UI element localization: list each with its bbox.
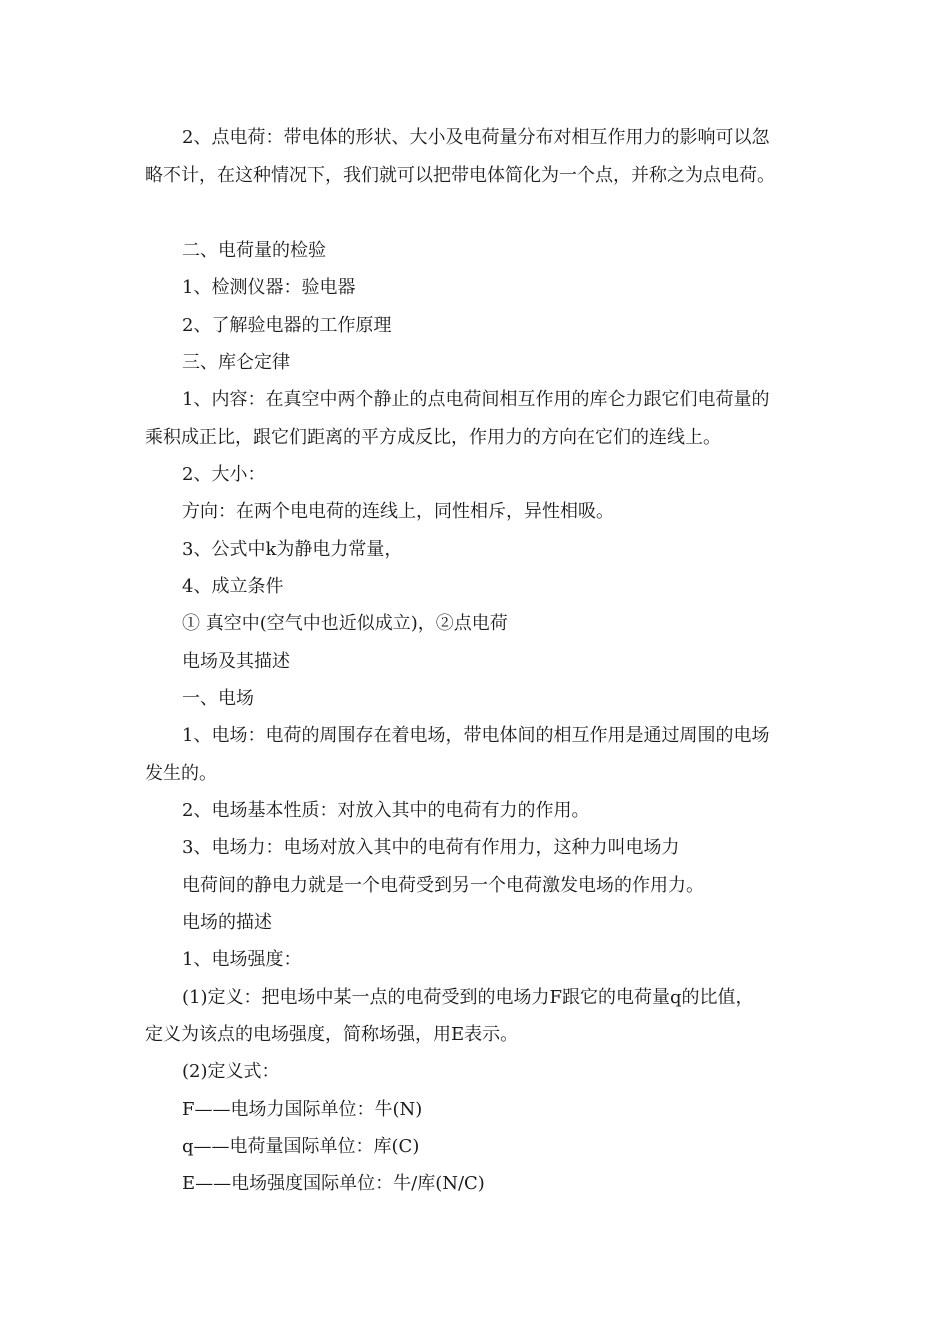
text-line: 1、电场：电荷的周围存在着电场，带电体间的相互作用是通过周围的电场 xyxy=(182,725,770,746)
text-line: F——电场力国际单位：牛(N) xyxy=(182,1099,423,1120)
text-line: 1、内容：在真空中两个静止的点电荷间相互作用的库仑力跟它们电荷量的 xyxy=(182,389,770,410)
text-line: 2、电场基本性质：对放入其中的电荷有力的作用。 xyxy=(182,800,590,821)
text-line: E——电场强度国际单位：牛/库(N/C) xyxy=(182,1173,485,1194)
section-heading: 一、电场 xyxy=(182,688,254,709)
text-line: 发生的。 xyxy=(145,763,217,784)
section-heading: 二、电荷量的检验 xyxy=(182,240,326,261)
text-line: 1、电场强度： xyxy=(182,949,302,970)
text-line: 乘积成正比，跟它们距离的平方成反比，作用力的方向在它们的连线上。 xyxy=(145,427,721,448)
text-line: 2、大小： xyxy=(182,464,266,485)
text-line: ① 真空中(空气中也近似成立)，②点电荷 xyxy=(182,613,508,634)
section-heading: 电场的描述 xyxy=(182,912,272,933)
section-heading: 三、库仑定律 xyxy=(182,352,290,373)
text-line: 略不计，在这种情况下，我们就可以把带电体简化为一个点，并称之为点电荷。 xyxy=(145,165,775,186)
text-line: (2)定义式： xyxy=(182,1061,280,1082)
text-line: 4、成立条件 xyxy=(182,576,284,597)
text-line: 定义为该点的电场强度，简称场强，用E表示。 xyxy=(145,1024,519,1045)
section-heading: 电场及其描述 xyxy=(182,651,290,672)
text-line: 2、了解验电器的工作原理 xyxy=(182,315,392,336)
text-line: 3、公式中k为静电力常量， xyxy=(182,539,403,560)
text-line: 电荷间的静电力就是一个电荷受到另一个电荷激发电场的作用力。 xyxy=(182,875,704,896)
text-line: (1)定义：把电场中某一点的电荷受到的电场力F跟它的电荷量q的比值， xyxy=(182,987,754,1008)
text-line: 1、检测仪器：验电器 xyxy=(182,277,356,298)
text-line: 3、电场力：电场对放入其中的电荷有作用力，这种力叫电场力 xyxy=(182,837,680,858)
text-line: 2、点电荷：带电体的形状、大小及电荷量分布对相互作用力的影响可以忽 xyxy=(182,127,770,148)
text-line: q——电荷量国际单位：库(C) xyxy=(182,1136,420,1157)
text-line: 方向：在两个电电荷的连线上，同性相斥，异性相吸。 xyxy=(182,501,614,522)
